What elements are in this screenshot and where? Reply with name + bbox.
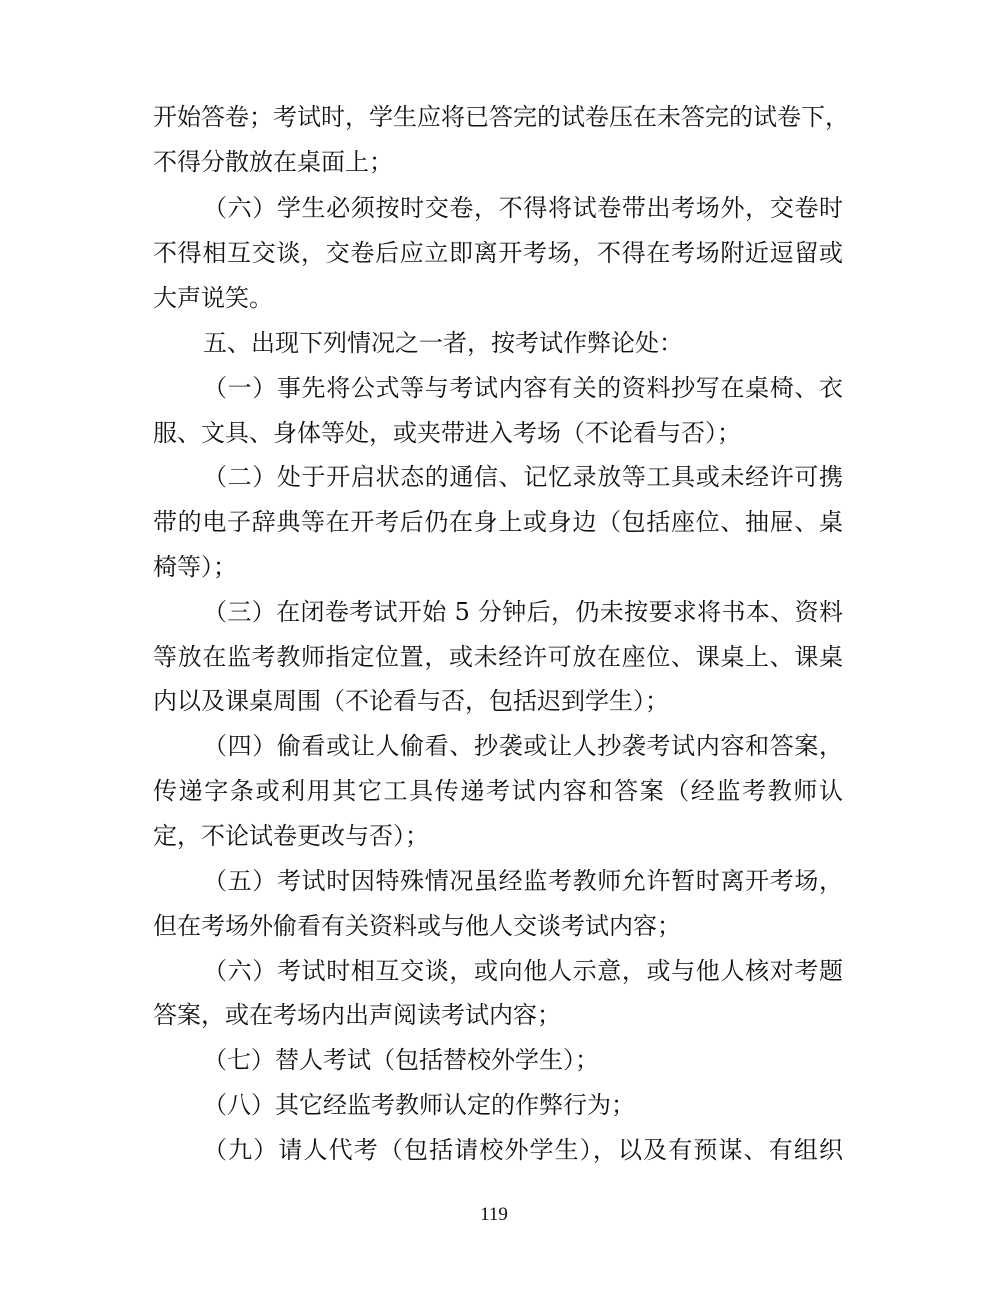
paragraph-start-line: （三）在闭卷考试开始 5 分钟后，仍未按要求将书本、资料 <box>203 598 843 626</box>
text-line: 服、文具、身体等处，或夹带进入考场（不论看与否）； <box>153 419 741 447</box>
paragraph-start-line: （一）事先将公式等与考试内容有关的资料抄写在桌椅、衣 <box>203 374 843 402</box>
text-line: 等放在监考教师指定位置，或未经许可放在座位、课桌上、课桌 <box>153 643 843 671</box>
section-heading: 五、出现下列情况之一者，按考试作弊论处： <box>203 329 683 357</box>
text-line: 答案，或在考场内出声阅读考试内容； <box>153 1001 561 1029</box>
text-line: 带的电子辞典等在开考后仍在身上或身边（包括座位、抽屉、桌 <box>153 508 843 536</box>
text-line: 椅等）； <box>153 553 237 581</box>
paragraph-start-line: （四）偷看或让人偷看、抄袭或让人抄袭考试内容和答案， <box>203 732 843 760</box>
text-line: 不得分散放在桌面上； <box>153 148 393 176</box>
text-line: 内以及课桌周围（不论看与否，包括迟到学生）； <box>153 687 669 715</box>
text-line: 开始答卷；考试时，学生应将已答完的试卷压在未答完的试卷下， <box>153 103 849 131</box>
paragraph-start-line: （五）考试时因特殊情况虽经监考教师允许暂时离开考场， <box>203 867 843 895</box>
paragraph-start-line: （九）请人代考（包括请校外学生），以及有预谋、有组织 <box>203 1136 843 1164</box>
text-line: 传递字条或利用其它工具传递考试内容和答案（经监考教师认 <box>153 777 843 805</box>
paragraph-start-line: （六）学生必须按时交卷，不得将试卷带出考场外，交卷时 <box>203 194 843 222</box>
text-line: 定，不论试卷更改与否）； <box>153 822 429 850</box>
text-line: 但在考场外偷看有关资料或与他人交谈考试内容； <box>153 912 681 940</box>
paragraph-start-line: （七）替人考试（包括替校外学生）； <box>203 1046 599 1074</box>
paragraph-start-line: （六）考试时相互交谈，或向他人示意，或与他人核对考题 <box>203 957 843 985</box>
paragraph-start-line: （二）处于开启状态的通信、记忆录放等工具或未经许可携 <box>203 463 843 491</box>
text-line: 大声说笑。 <box>153 284 273 312</box>
paragraph-start-line: （八）其它经监考教师认定的作弊行为； <box>203 1091 635 1119</box>
text-line: 不得相互交谈，交卷后应立即离开考场，不得在考场附近逗留或 <box>153 239 843 267</box>
page-number: 119 <box>480 1204 508 1225</box>
